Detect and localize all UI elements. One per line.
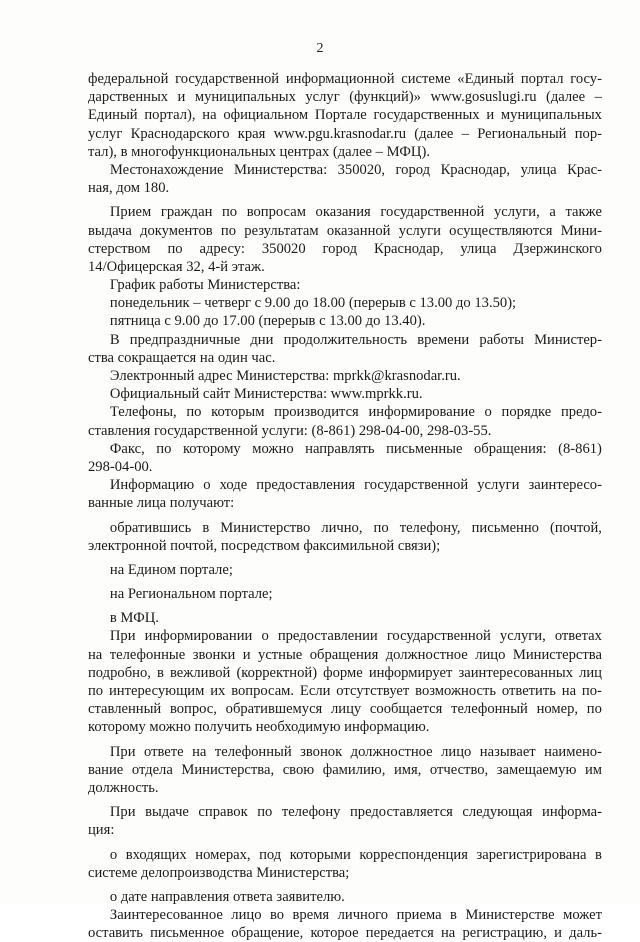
text-line: электронной почтой, посредством факсимильной связи); [88, 537, 441, 554]
text-line: При ответе на телефонный звонок должностное лицо называет наимено- [88, 743, 602, 760]
page-number: 2 [316, 41, 324, 56]
text-line: федеральной государственной информационной системе «Единый портал госу- [88, 71, 602, 87]
text-line: ванные лица получают: [88, 495, 235, 512]
document-body [88, 70, 602, 942]
text-line: о дате направления ответа заявителю. [88, 888, 345, 905]
text-line: 14/Офицерская 32, 4-й этаж. [88, 258, 265, 275]
text-line: Заинтересованное лицо во время личного приема в Министерстве может [88, 907, 602, 924]
text-line: должность. [88, 779, 159, 796]
text-line: услуг Краснодарского края www.pgu.krasnodar.ru (далее – Региональный пор- [88, 125, 602, 142]
text-line: Факс, по которому можно направлять письменные обращения: (8-861) [88, 440, 602, 457]
text-line: Местонахождение Министерства: 350020, город Краснодар, улица Крас- [88, 161, 602, 178]
text-line: вание отдела Министерства, свою фамилию, имя, отчество, замещаемую им [88, 761, 602, 778]
text-line: в МФЦ. [88, 610, 159, 627]
text-line: понедельник – четверг с 9.00 до 18.00 (перерыв с 13.00 до 13.50); [88, 295, 517, 312]
text-line: о входящих номерах, под которыми корреспонденция зарегистрирована в [88, 846, 602, 863]
text-line: При выдаче справок по телефону предоставляется следующая информа- [88, 804, 602, 821]
text-line: ция: [88, 822, 115, 839]
text-line: оставить письменное обращение, которое передается на регистрацию, и даль- [88, 925, 602, 942]
text-line: выдача документов по результатам оказанной услуги осуществляются Мини- [88, 222, 602, 239]
text-line: График работы Министерства: [88, 277, 301, 294]
text-line: стерством по адресу: 350020 город Краснодар, улица Дзержинского [88, 240, 602, 257]
text-line: по интересующим их вопросам. Если отсутствует возможность ответить на по- [88, 683, 602, 699]
text-line: Прием граждан по вопросам оказания государственной услуги, а также [88, 204, 602, 221]
text-line: которому можно получить необходимую информацию. [88, 719, 430, 736]
text-line: Телефоны, по которым производится информирование о порядке предо- [88, 404, 602, 421]
text-line: дарственных и муниципальных услуг (функций)» www.gosuslugi.ru (далее – [88, 89, 602, 106]
text-line: тал), в многофункциональных центрах (далее – МФЦ). [88, 143, 430, 160]
text-line: В предпраздничные дни продолжительность времени работы Министер- [88, 331, 602, 348]
text-line: Официальный сайт Министерства: www.mprkk.ru. [88, 386, 423, 403]
text-line: на телефонные звонки и устные обращения должностное лицо Министерства [88, 646, 602, 663]
text-line: 298-04-00. [88, 458, 153, 475]
text-line: на Едином портале; [88, 561, 233, 578]
text-line: Информацию о ходе предоставления государственной услуги заинтересо- [88, 477, 602, 494]
text-line: ства сокращается на один час. [88, 349, 276, 366]
text-line: Единый портал), на официальном Портале государственных и муниципальных [88, 107, 602, 124]
text-line: ная, дом 180. [88, 180, 170, 197]
text-line: подробно, в вежливой (корректной) форме информирует заинтересованных лиц [88, 664, 602, 681]
text-line: системе делопроизводства Министерства; [88, 864, 350, 881]
text-line: Электронный адрес Министерства: mprkk@krasnodar.ru. [88, 368, 461, 384]
text-line: ставленный вопрос, обратившемуся лицу сообщается телефонный номер, по [88, 701, 602, 718]
text-line: обратившись в Министерство лично, по телефону, письменно (почтой, [88, 519, 602, 536]
text-line: пятница с 9.00 до 17.00 (перерыв с 13.00 до 13.40). [88, 313, 426, 330]
text-line: ставления государственной услуги: (8-861) 298-04-00, 298-03-55. [88, 422, 492, 439]
text-line: на Региональном портале; [88, 586, 273, 603]
text-line: При информировании о предоставлении государственной услуги, ответах [88, 628, 602, 645]
